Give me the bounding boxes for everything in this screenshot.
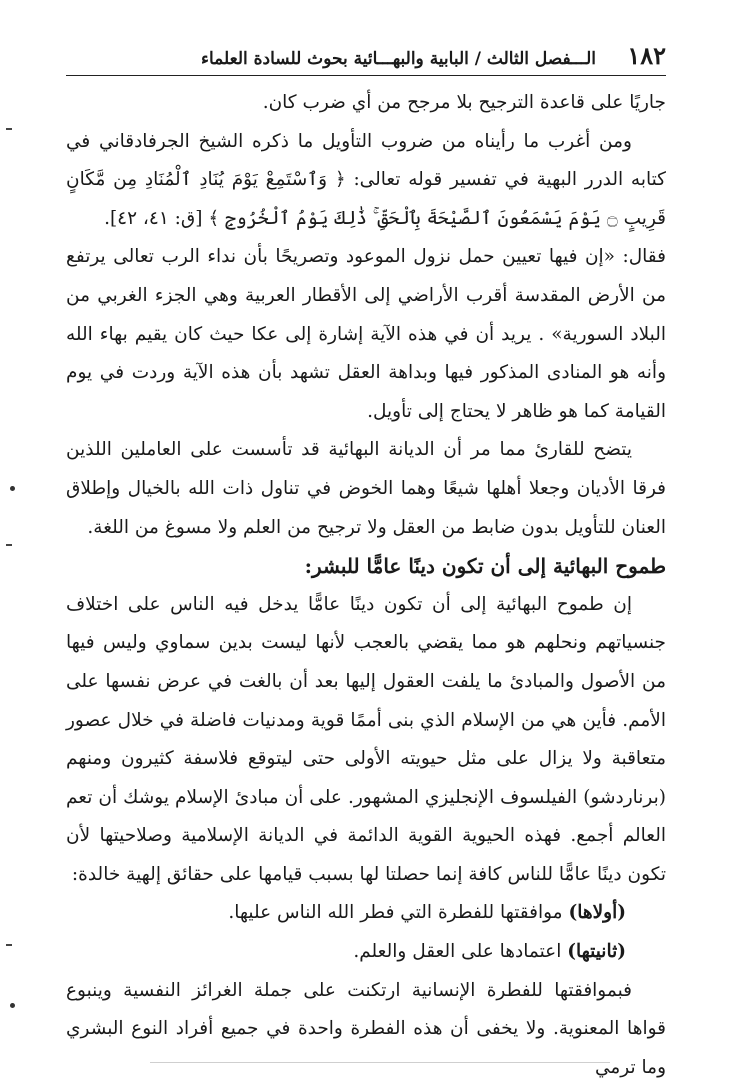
list-text-first: موافقتها للفطرة التي فطر الله الناس عليها.	[228, 902, 569, 924]
margin-tick	[6, 944, 12, 946]
list-text-second: اعتمادها على العقل والعلم.	[353, 941, 568, 963]
footer-rule	[150, 1062, 610, 1063]
paragraph-continuation: جاريًا على قاعدة الترجيح بلا مرجح من أي ضرب كان.	[262, 92, 666, 113]
header-rule	[66, 75, 666, 76]
paragraph-nature: فبموافقتها للفطرة الإنسانية ارتكنت على جملة الغرائز النفسية وينبوع قواها المعنوية. ولا يخفى أن هذه الفطرة واحدة في جميع أفراد النوع البشري وما ترمي	[66, 979, 666, 1078]
paragraph-ambition: إن طموح البهائية إلى أن تكون دينًا عامًّا يدخل فيه الناس على اختلاف جنسياتهم ونحلهم هو مما يقضي بالعجب لأنها ليست بدين سماوي وليس فيها من الأصول والمبادئ ما يلفت العقول إليها بعد أن بالغت في عرض نفسها على الأمم. فأين هي من الإسلام الذي بنى أممًا قوية ومدنيات فاضلة في خلال عصور متعاقبة ولا يزال على مثل حيويته الأولى حتى ليتوقع فلاسفة كثيرون ومنهم (برناردشو) الفيلسوف الإنجليزي المشهور. على أن مبادئ الإسلام يوشك أن تعم العالم أجمع. فهذه الحيوية القوية الدائمة في الديانة الإسلامية وصلاحيتها لأن تكون دينًا عامًّا للناس كافة إنما حصلتا لها بسبب قيامها على حقائق إلهية خالدة:	[66, 593, 666, 885]
section-heading: طموح البهائية إلى أن تكون دينًا عامًّا للبشر:	[304, 554, 666, 579]
margin-dot	[10, 486, 15, 491]
margin-tick	[6, 128, 12, 130]
paragraph-quote: فقال: «إن فيها تعيين حمل نزول الموعود وتصريحًا بأن نداء الرب تعالى يرتفع من الأرض المقدسة أقرب الأراضي إلى الأقطار العربية وهي الجزء الغربي من البلاد السورية» . يريد أن في هذه الآية إشارة إلى عكا حيث كان يقيم بهاء الله وأنه هو المنادى المذكور فيها وبداهة العقل تشهد بأن هذه الآية وردت في يوم القيامة كما هو ظاهر لا يحتاج إلى تأويل.	[66, 246, 666, 422]
margin-tick	[6, 544, 12, 546]
verse-reference: [ق: ٤١، ٤٢].	[104, 207, 209, 229]
list-label-second: (ثانيتها)	[567, 941, 626, 963]
page-body	[66, 84, 666, 1087]
running-title: الـــفصل الثالث / البابية والبهـــائية بحوث للسادة العلماء	[200, 49, 596, 69]
quran-verse: ﴿ وَٱسْتَمِعْ يَوْمَ يُنَادِ ٱلْمُنَادِ مِن مَّكَانٍ قَرِيبٍ ۝ يَوْمَ يَسْمَعُونَ ٱلصَّيْحَةَ بِٱلْحَقِّ ۚ ذَٰلِكَ يَوْمُ ٱلْخُرُوجِ ﴾	[66, 169, 666, 229]
page-number: ١٨٢	[627, 41, 666, 70]
paragraph-conclusion: يتضح للقارئ مما مر أن الديانة البهائية قد تأسست على العاملين اللذين فرقا الأديان وجعلا أهلها شيعًا وهما الخوض في تناول ذات الله بالخيال وإطلاق العنان للتأويل بدون ضابط من العقل ولا ترجيح من العلم ولا مسوغ من اللغة.	[66, 439, 666, 538]
paragraph-verse-intro	[66, 123, 666, 239]
margin-dot	[10, 1003, 15, 1008]
list-item-second	[66, 933, 666, 972]
page-header	[66, 40, 666, 76]
list-label-first: (أولاها)	[568, 902, 626, 924]
list-item-first	[66, 894, 666, 933]
verse-intro-text: ومن أغرب ما رأيناه من ضروب التأويل ما ذكره الشيخ الجرفادقاني في كتابه الدرر البهية في تفسير قوله تعالى:	[66, 130, 666, 191]
